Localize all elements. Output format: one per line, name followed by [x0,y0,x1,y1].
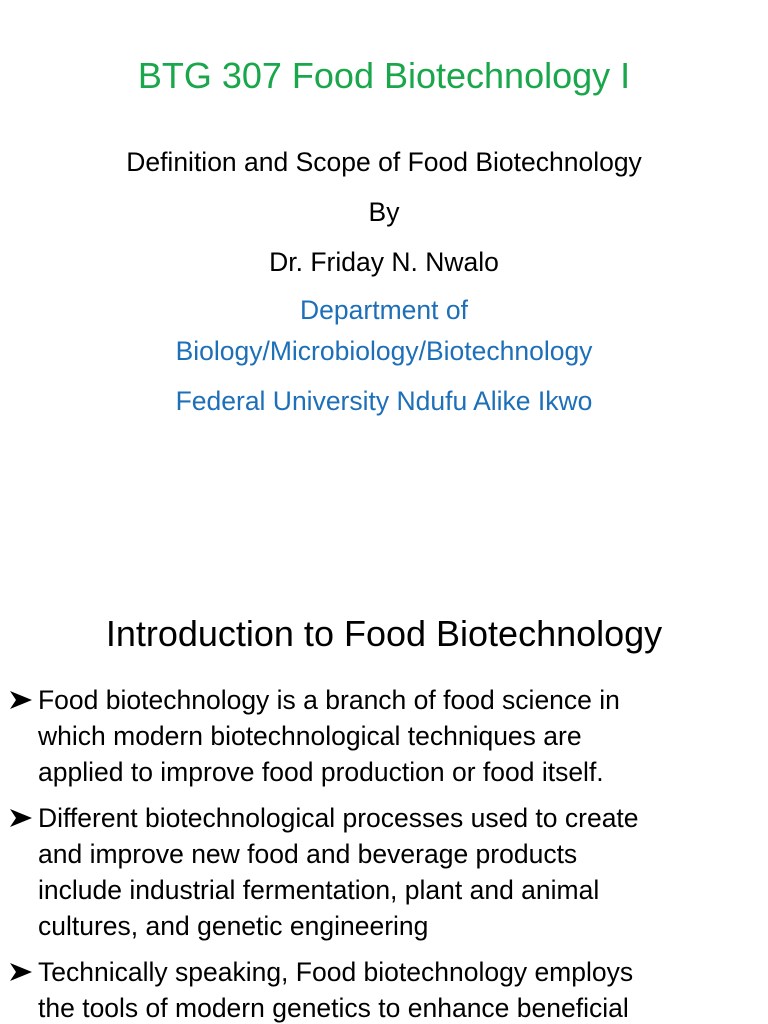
department-line-2: Biology/Microbiology/Biotechnology [175,336,593,366]
bullet-item [8,954,768,1024]
bullet-text-line: include industrial fermentation, plant and animal [38,875,600,905]
bullet-text-line: Technically speaking, Food biotechnology employs [38,957,634,987]
department-line-1: Department of [300,295,468,325]
bullet-item [8,682,768,790]
slide-title: Introduction to Food Biotechnology [105,613,663,654]
bullet-text-line: Different biotechnological processes used to create [38,803,639,833]
bullet-text-line: the tools of modern genetics to enhance beneficial [38,993,629,1023]
lecture-subtitle: Definition and Scope of Food Biotechnology [126,147,642,177]
introduction-slide [0,560,768,1024]
course-title: BTG 307 Food Biotechnology I [137,55,631,96]
author-name: Dr. Friday N. Nwalo [269,247,499,277]
arrow-bullet-icon [8,961,34,983]
arrow-bullet-icon [8,689,34,711]
arrow-bullet-icon [8,807,34,829]
bullet-item [8,800,768,944]
bullet-text-line: which modern biotechnological techniques are [38,721,582,751]
bullet-text-line: and improve new food and beverage products [38,839,578,869]
by-label: By [368,197,400,227]
bullet-text-line: Food biotechnology is a branch of food science in [38,685,620,715]
bullet-list [8,682,768,1024]
university-name: Federal University Ndufu Alike Ikwo [175,386,593,416]
bullet-text-line: applied to improve food production or food itself. [38,757,604,787]
bullet-text-line: cultures, and genetic engineering [38,911,429,941]
